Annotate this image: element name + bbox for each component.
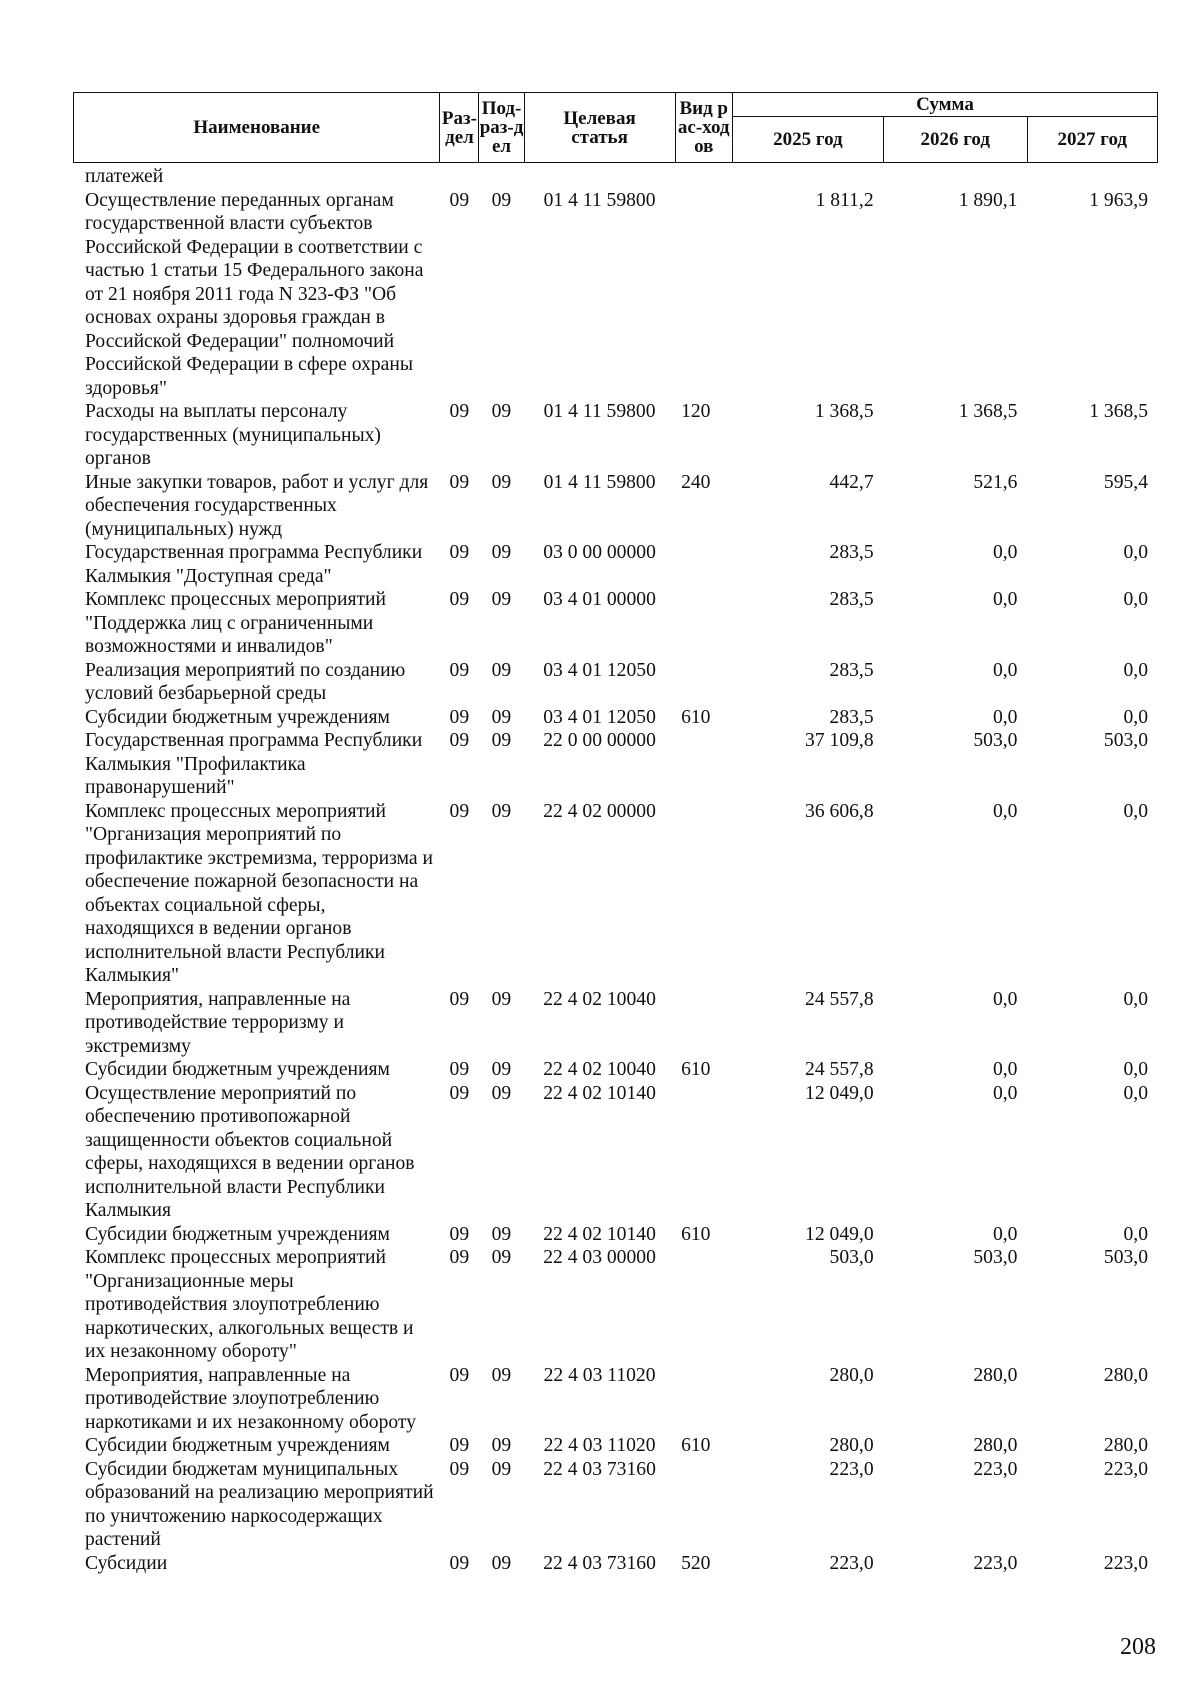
row-sum-2027: 280,0	[1103, 1435, 1148, 1456]
row-tselevaya-statya: 22 4 03 00000	[543, 1247, 656, 1268]
row-sum-2026: 1 890,1	[958, 189, 1018, 211]
row-vid-rashodov: 240	[681, 471, 711, 493]
row-podrazdel: 09	[491, 706, 512, 728]
row-podrazdel: 09	[491, 1247, 512, 1268]
row-sum-2027: 0,0	[1123, 589, 1148, 610]
row-tselevaya-statya: 03 4 01 12050	[543, 659, 656, 681]
row-podrazdel: 09	[491, 189, 512, 211]
row-tselevaya-statya: 03 0 00 00000	[543, 542, 656, 563]
header-year-2025: 2025 год	[732, 117, 883, 163]
row-vid-rashodov	[675, 988, 733, 1059]
row-podrazdel: 09	[491, 542, 512, 563]
table-row	[73, 541, 1158, 588]
row-razdel: 09	[449, 1059, 470, 1080]
row-sum-2027: 503,0	[1103, 1247, 1148, 1268]
table-row	[73, 471, 1158, 542]
header-name: Наименование	[74, 93, 440, 163]
row-tselevaya-statya: 22 4 02 10140	[543, 1082, 656, 1104]
row-razdel: 09	[449, 471, 470, 493]
row-name: Субсидии бюджетам муниципальных образований на реализацию мероприятий по уничтожению наркосодержащих растений	[85, 1458, 434, 1550]
row-vid-rashodov	[675, 729, 733, 800]
row-sum-2025: 12 049,0	[805, 1082, 874, 1104]
table-row	[73, 1082, 1158, 1223]
header-summa: Сумма	[732, 93, 1157, 117]
row-name: Комплекс процессных мероприятий "Организационные меры противодействия злоупотреблению наркотических, алкогольных веществ и их незаконному обороту"	[85, 1247, 414, 1362]
row-sum-2026: 0,0	[992, 542, 1018, 563]
row-sum-2026: 0,0	[992, 988, 1018, 1010]
table-header	[73, 92, 1158, 163]
row-razdel: 09	[449, 542, 470, 563]
row-sum-2027: 0,0	[1123, 800, 1148, 822]
row-vid-rashodov: 120	[681, 401, 711, 422]
row-podrazdel: 09	[491, 1552, 512, 1574]
row-name: Субсидии бюджетным учреждениям	[85, 1223, 390, 1245]
row-razdel: 09	[449, 189, 470, 211]
row-name: Реализация мероприятий по созданию условий безбарьерной среды	[85, 659, 406, 704]
table-row	[73, 706, 1158, 730]
table-row	[73, 588, 1158, 659]
row-sum-2026: 0,0	[992, 659, 1018, 681]
row-sum-2025	[733, 165, 884, 189]
row-podrazdel: 09	[491, 1082, 512, 1104]
row-tselevaya-statya	[524, 165, 675, 189]
row-razdel: 09	[449, 1458, 470, 1480]
header-tselevaya-statya: Целевая статья	[524, 93, 675, 163]
row-tselevaya-statya: 22 4 02 10040	[543, 1059, 656, 1080]
table-row	[73, 1434, 1158, 1458]
row-sum-2025: 283,5	[829, 706, 874, 728]
row-name: Осуществление переданных органам государственной власти субъектов Российской Федерации в соответствии с частью 1 статьи 15 Федерального закона от 21 ноября 2011 года N 323-ФЗ "Об основах охраны здоровья граждан в Российской Федерации" полномочий Российской Федерации в сфере охраны здоровья"	[85, 189, 424, 399]
row-sum-2025: 223,0	[829, 1458, 874, 1480]
row-razdel: 09	[449, 1435, 470, 1456]
row-sum-2026: 0,0	[992, 1082, 1018, 1104]
row-name: Государственная программа Республики Калмыкия "Доступная среда"	[85, 542, 423, 587]
row-podrazdel: 09	[491, 589, 512, 610]
row-sum-2025: 283,5	[829, 542, 874, 563]
row-sum-2027: 0,0	[1123, 706, 1148, 728]
row-podrazdel: 09	[491, 659, 512, 681]
header-year-2027: 2027 год	[1027, 117, 1157, 163]
row-razdel	[440, 165, 479, 189]
table-row	[73, 659, 1158, 706]
row-sum-2025: 503,0	[829, 1247, 874, 1268]
row-name: Мероприятия, направленные на противодействие злоупотреблению наркотиками и их незаконному обороту	[85, 1364, 417, 1433]
row-razdel: 09	[449, 659, 470, 681]
row-vid-rashodov	[675, 1082, 733, 1223]
row-sum-2027: 1 963,9	[1089, 189, 1148, 211]
table-row	[73, 165, 1158, 189]
table-row	[73, 189, 1158, 401]
row-razdel: 09	[449, 800, 470, 822]
row-name: Расходы на выплаты персоналу государственных (муниципальных) органов	[85, 401, 381, 469]
table-row	[73, 1458, 1158, 1552]
row-sum-2025: 223,0	[829, 1552, 874, 1574]
row-vid-rashodov: 610	[681, 1059, 711, 1080]
row-podrazdel: 09	[491, 1059, 512, 1080]
row-sum-2026: 503,0	[973, 730, 1018, 751]
row-tselevaya-statya: 22 4 02 10140	[543, 1223, 656, 1245]
row-sum-2027: 0,0	[1123, 542, 1148, 563]
row-sum-2026: 521,6	[973, 471, 1018, 493]
row-tselevaya-statya: 22 4 03 11020	[543, 1364, 656, 1386]
table-row	[73, 1246, 1158, 1364]
row-vid-rashodov	[675, 1458, 733, 1552]
row-sum-2027: 503,0	[1103, 730, 1148, 751]
row-razdel: 09	[449, 1247, 470, 1268]
row-sum-2027: 0,0	[1123, 988, 1148, 1010]
row-sum-2027: 0,0	[1123, 1223, 1148, 1245]
row-vid-rashodov	[675, 1364, 733, 1435]
row-sum-2026: 0,0	[992, 800, 1018, 822]
row-sum-2025: 1 811,2	[815, 189, 874, 211]
budget-table	[73, 165, 1158, 1575]
row-vid-rashodov: 610	[681, 1435, 711, 1456]
row-name: платежей	[85, 166, 164, 187]
row-razdel: 09	[449, 988, 470, 1010]
table-row	[73, 1364, 1158, 1435]
row-podrazdel: 09	[491, 800, 512, 822]
row-sum-2026: 0,0	[992, 1223, 1018, 1245]
row-razdel: 09	[449, 1364, 470, 1386]
row-razdel: 09	[449, 401, 470, 422]
row-sum-2025: 283,5	[829, 659, 874, 681]
row-vid-rashodov: 520	[681, 1552, 711, 1574]
row-tselevaya-statya: 01 4 11 59800	[543, 401, 656, 422]
row-sum-2027: 223,0	[1103, 1552, 1148, 1574]
row-sum-2027: 223,0	[1103, 1458, 1148, 1480]
table-row	[73, 1223, 1158, 1247]
row-podrazdel: 09	[491, 471, 512, 493]
row-sum-2025: 12 049,0	[805, 1223, 874, 1245]
row-sum-2027	[1027, 165, 1158, 189]
row-podrazdel: 09	[491, 988, 512, 1010]
row-tselevaya-statya: 03 4 01 00000	[543, 589, 656, 610]
row-sum-2026: 1 368,5	[958, 401, 1018, 422]
row-sum-2027: 0,0	[1123, 1082, 1148, 1104]
row-name: Субсидии	[85, 1552, 168, 1574]
row-name: Субсидии бюджетным учреждениям	[85, 1435, 390, 1456]
row-name: Субсидии бюджетным учреждениям	[85, 1059, 390, 1080]
row-vid-rashodov	[675, 189, 733, 401]
row-sum-2025: 24 557,8	[805, 988, 874, 1010]
row-vid-rashodov	[675, 1246, 733, 1364]
row-tselevaya-statya: 22 4 03 11020	[543, 1435, 656, 1456]
row-sum-2025: 280,0	[829, 1435, 874, 1456]
header-podrazdel: Под-раз-дел	[479, 93, 524, 163]
row-vid-rashodov	[675, 659, 733, 706]
table-row	[73, 1058, 1158, 1082]
row-podrazdel: 09	[491, 1364, 512, 1386]
row-sum-2027: 0,0	[1123, 1059, 1148, 1080]
page-number: 208	[1120, 1634, 1156, 1660]
row-vid-rashodov: 610	[681, 706, 711, 728]
row-sum-2026	[884, 165, 1028, 189]
row-tselevaya-statya: 22 0 00 00000	[543, 730, 656, 751]
row-sum-2027: 1 368,5	[1089, 401, 1148, 422]
row-sum-2027: 0,0	[1123, 659, 1148, 681]
table-row	[73, 1552, 1158, 1576]
table-row	[73, 800, 1158, 988]
row-sum-2027: 280,0	[1103, 1364, 1148, 1386]
row-podrazdel: 09	[491, 1458, 512, 1480]
row-sum-2025: 283,5	[829, 589, 874, 610]
row-sum-2025: 36 606,8	[805, 800, 874, 822]
row-podrazdel: 09	[491, 401, 512, 422]
header-razdel: Раз-дел	[440, 93, 479, 163]
row-podrazdel: 09	[491, 730, 512, 751]
row-razdel: 09	[449, 706, 470, 728]
row-name: Мероприятия, направленные на противодействие терроризму и экстремизму	[85, 988, 351, 1057]
row-sum-2026: 223,0	[973, 1458, 1018, 1480]
row-razdel: 09	[449, 1223, 470, 1245]
header-year-2026: 2026 год	[883, 117, 1027, 163]
row-tselevaya-statya: 03 4 01 12050	[543, 706, 656, 728]
row-sum-2026: 223,0	[973, 1552, 1018, 1574]
row-razdel: 09	[449, 730, 470, 751]
table-row	[73, 400, 1158, 471]
row-sum-2026: 503,0	[973, 1247, 1018, 1268]
row-vid-rashodov	[675, 800, 733, 988]
row-sum-2025: 24 557,8	[805, 1059, 874, 1080]
row-sum-2025: 37 109,8	[805, 730, 874, 751]
row-vid-rashodov	[675, 541, 733, 588]
row-name: Иные закупки товаров, работ и услуг для обеспечения государственных (муниципальных) нужд	[85, 471, 429, 540]
row-razdel: 09	[449, 589, 470, 610]
row-podrazdel: 09	[491, 1435, 512, 1456]
row-tselevaya-statya: 22 4 03 73160	[543, 1552, 656, 1574]
table-row	[73, 988, 1158, 1059]
table-row	[73, 729, 1158, 800]
row-razdel: 09	[449, 1552, 470, 1574]
row-name: Комплекс процессных мероприятий "Организация мероприятий по профилактике экстремизма, терроризма и обеспечение пожарной безопасности на объектах социальной сферы, находящихся в ведении органов исполнительной власти Республики Калмыкия"	[85, 800, 433, 986]
row-sum-2026: 0,0	[992, 1059, 1018, 1080]
row-tselevaya-statya: 22 4 03 73160	[543, 1458, 656, 1480]
row-sum-2026: 0,0	[992, 589, 1018, 610]
row-sum-2026: 280,0	[973, 1435, 1018, 1456]
row-sum-2025: 280,0	[829, 1364, 874, 1386]
row-name: Комплекс процессных мероприятий "Поддержка лиц с ограниченными возможностями и инвалидов"	[85, 589, 386, 657]
row-name: Осуществление мероприятий по обеспечению противопожарной защищенности объектов социальной сферы, находящихся в ведении органов исполнительной власти Республики Калмыкия	[85, 1082, 415, 1221]
row-sum-2025: 1 368,5	[814, 401, 874, 422]
row-tselevaya-statya: 22 4 02 10040	[543, 988, 656, 1010]
row-vid-rashodov: 610	[681, 1223, 711, 1245]
row-tselevaya-statya: 01 4 11 59800	[543, 189, 656, 211]
row-name: Государственная программа Республики Калмыкия "Профилактика правонарушений"	[85, 730, 423, 798]
row-sum-2026: 0,0	[992, 706, 1018, 728]
row-vid-rashodov	[675, 165, 733, 189]
row-sum-2027: 595,4	[1103, 471, 1148, 493]
row-razdel: 09	[449, 1082, 470, 1104]
row-podrazdel	[479, 165, 524, 189]
row-name: Субсидии бюджетным учреждениям	[85, 706, 390, 728]
row-tselevaya-statya: 22 4 02 00000	[543, 800, 656, 822]
row-sum-2025: 442,7	[829, 471, 874, 493]
row-podrazdel: 09	[491, 1223, 512, 1245]
row-sum-2026: 280,0	[973, 1364, 1018, 1386]
row-vid-rashodov	[675, 588, 733, 659]
header-vid-rashodov: Вид рас-ходов	[675, 93, 732, 163]
row-tselevaya-statya: 01 4 11 59800	[543, 471, 656, 493]
